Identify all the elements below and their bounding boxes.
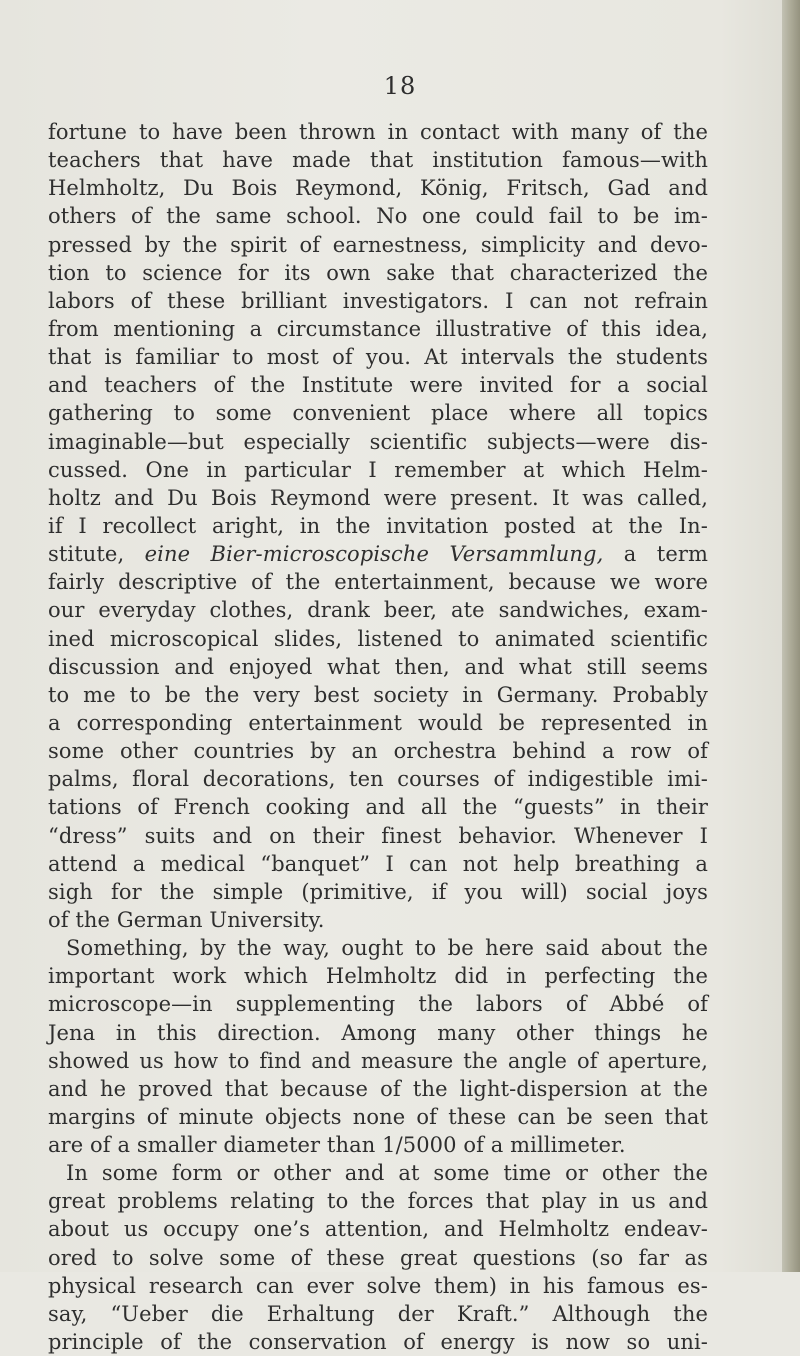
italic-phrase: eine Bier-microscopische Versammlung,	[144, 542, 604, 567]
text-line: and teachers of the Institute were invited for a social	[48, 373, 708, 398]
text-line: pressed by the spirit of earnestness, simplicity and devo-	[48, 232, 708, 257]
text-line: fortune to have been thrown in contact with many of the	[48, 120, 708, 144]
text-line: ored to solve some of these great questions (so far as	[48, 1245, 708, 1270]
text-line: of the German University.	[48, 907, 325, 932]
text-run: a term	[603, 542, 708, 567]
text-line: labors of these brilliant investigators. I can not refrain	[48, 288, 708, 313]
text-line: Helmholtz, Du Bois Reymond, König, Fritsch, Gad and	[48, 176, 708, 201]
text-line: imaginable—but especially scientific subjects—were dis-	[48, 429, 708, 454]
text-line: discussion and enjoyed what then, and what still seems	[48, 654, 708, 679]
text-line: microscope—in supplementing the labors of Abbé of	[48, 992, 708, 1017]
paragraph-start-line: In some form or other and at some time or other the	[66, 1161, 708, 1186]
text-line: ined microscopical slides, listened to animated scientific	[48, 626, 708, 651]
text-line: “dress” suits and on their finest behavior. Whenever I	[48, 823, 708, 848]
text-line: tion to science for its own sake that characterized the	[48, 260, 708, 285]
text-line-with-italic	[48, 540, 708, 568]
text-line: some other countries by an orchestra behind a row of	[48, 739, 708, 764]
text-line: about us occupy one’s attention, and Helmholtz endeav-	[48, 1217, 708, 1242]
text-line: attend a medical “banquet” I can not help breathing a	[48, 851, 708, 876]
page-number: 18	[383, 72, 417, 100]
text-line: important work which Helmholtz did in perfecting the	[48, 964, 708, 989]
text-line: showed us how to find and measure the angle of aperture,	[48, 1048, 708, 1073]
body-text	[48, 118, 708, 1356]
text-line: from mentioning a circumstance illustrative of this idea,	[48, 316, 708, 341]
text-line: that is familiar to most of you. At intervals the students	[48, 345, 708, 370]
text-line: great problems relating to the forces that play in us and	[48, 1189, 708, 1214]
text-line: say, “Ueber die Erhaltung der Kraft.” Although the	[48, 1301, 708, 1326]
text-line: and he proved that because of the light-dispersion at the	[48, 1076, 708, 1101]
text-line: sigh for the simple (primitive, if you will) social joys	[48, 879, 708, 904]
text-run: stitute,	[48, 542, 145, 567]
text-line: others of the same school. No one could fail to be im-	[48, 204, 708, 229]
text-line: gathering to some convenient place where all topics	[48, 401, 708, 426]
text-line: if I recollect aright, in the invitation posted at the In-	[48, 513, 708, 538]
text-line: tations of French cooking and all the “guests” in their	[48, 795, 708, 820]
page-edge-shadow	[782, 0, 800, 1272]
text-line: physical research can ever solve them) in his famous es-	[48, 1273, 708, 1298]
text-line: palms, floral decorations, ten courses of indigestible imi-	[48, 767, 708, 792]
text-line: fairly descriptive of the entertainment, because we wore	[48, 570, 708, 595]
text-line: a corresponding entertainment would be represented in	[48, 710, 708, 735]
text-line: to me to be the very best society in Germany. Probably	[48, 682, 708, 707]
text-line: cussed. One in particular I remember at which Helm-	[48, 457, 708, 482]
text-line: margins of minute objects none of these can be seen that	[48, 1104, 708, 1129]
text-line: Jena in this direction. Among many other things he	[48, 1020, 708, 1045]
text-line: principle of the conservation of energy is now so uni-	[48, 1330, 708, 1355]
text-line: our everyday clothes, drank beer, ate sandwiches, exam-	[48, 598, 708, 623]
text-line: teachers that have made that institution famous—with	[48, 148, 708, 173]
text-line: are of a smaller diameter than 1/5000 of a millimeter.	[48, 1133, 626, 1158]
text-line: holtz and Du Bois Reymond were present. It was called,	[48, 485, 708, 510]
paragraph-start-line: Something, by the way, ought to be here said about the	[66, 936, 708, 961]
